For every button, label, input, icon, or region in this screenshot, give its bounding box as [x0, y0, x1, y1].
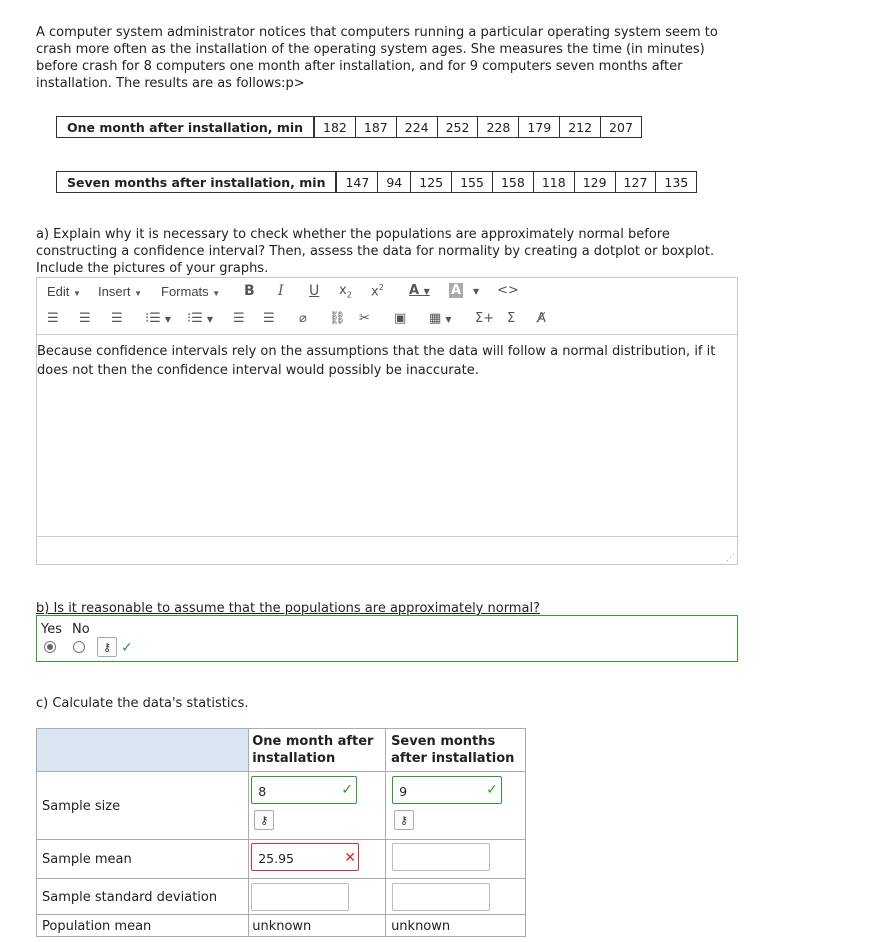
seven-months-value: 127 — [615, 172, 656, 193]
outdent-icon[interactable]: ☰ — [233, 311, 245, 326]
incorrect-x-icon: ✕ — [344, 850, 356, 866]
problem-line-4: installation. The results are as follows:p> — [36, 76, 305, 91]
text-color-icon[interactable]: A ▼ — [409, 283, 430, 298]
sample-size-seven-months-input[interactable]: 9 — [392, 776, 502, 804]
question-c: c) Calculate the data's statistics. — [36, 696, 249, 711]
row-label-population-mean: Population mean — [37, 915, 249, 937]
cell-mean-one-month — [249, 840, 386, 879]
cell-size-seven-months — [386, 772, 526, 840]
question-b-answer-box — [36, 615, 738, 662]
row-label-sample-sd: Sample standard deviation — [37, 879, 249, 915]
bold-icon[interactable]: B — [244, 283, 255, 299]
one-month-header: One month after installation, min — [57, 117, 315, 138]
sample-mean-seven-months-input[interactable] — [392, 843, 490, 871]
correct-check-icon: ✓ — [121, 640, 133, 656]
edit-menu[interactable]: Edit ▼ — [47, 284, 81, 299]
question-a-line-2: constructing a confidence interval? Then, assess the data for normality by creating a dotplot or boxplot. — [36, 244, 715, 259]
superscript-icon[interactable]: $x^2$ — [371, 283, 384, 300]
problem-line-2: crash more often as the installation of the operating system ages. She measures the time (in minutes) — [36, 42, 705, 57]
seven-months-value: 155 — [452, 172, 493, 193]
table-icon[interactable]: ▦ ▼ — [429, 311, 452, 326]
row-label-sample-mean: Sample mean — [37, 840, 249, 879]
seven-months-value: 118 — [533, 172, 574, 193]
numbered-list-icon[interactable]: ⁝☰ ▼ — [187, 311, 214, 326]
no-radio[interactable] — [73, 641, 85, 653]
one-month-value: 207 — [601, 117, 642, 138]
rich-text-editor — [36, 277, 738, 565]
statistics-table — [36, 728, 526, 937]
align-left-icon[interactable]: ☰ — [47, 311, 59, 326]
seven-months-value: 135 — [656, 172, 697, 193]
resize-handle-icon[interactable]: ⋰ — [726, 553, 735, 563]
background-color-icon[interactable]: A — [451, 283, 462, 298]
one-month-value: 182 — [314, 117, 355, 138]
yes-radio[interactable] — [44, 641, 56, 653]
editor-content[interactable] — [37, 342, 727, 380]
cell-size-one-month — [249, 772, 386, 840]
seven-months-value: 158 — [492, 172, 533, 193]
row-label-sample-size: Sample size — [37, 772, 249, 840]
seven-months-value: 147 — [336, 172, 377, 193]
align-center-icon[interactable]: ☰ — [79, 311, 91, 326]
attachment-icon[interactable]: ⌀ — [299, 311, 307, 326]
sample-sd-seven-months-input[interactable] — [392, 883, 490, 911]
question-a-line-1: a) Explain why it is necessary to check whether the populations are approximately normal before — [36, 227, 670, 242]
italic-icon[interactable]: I — [278, 283, 284, 299]
editor-toolbar — [37, 306, 737, 335]
align-right-icon[interactable]: ☰ — [111, 311, 123, 326]
indent-icon[interactable]: ☰ — [263, 311, 275, 326]
problem-line-1: A computer system administrator notices that computers running a particular operating system seem to — [36, 25, 718, 40]
one-month-value: 179 — [519, 117, 560, 138]
col-header-one-month: One month after installation — [249, 729, 386, 772]
one-month-value: 187 — [355, 117, 396, 138]
sample-size-one-month-input[interactable]: 8 — [251, 776, 357, 804]
bullet-list-icon[interactable]: ⁝☰ ▼ — [145, 311, 172, 326]
cell-sd-one-month — [249, 879, 386, 915]
answer-line-1: Because confidence intervals rely on the assumptions that the data will follow a normal distribution, if it — [37, 344, 716, 359]
background-color-dropdown-icon[interactable]: ▼ — [473, 287, 480, 296]
problem-line-3: before crash for 8 computers one month after installation, and for 9 computers seven months after — [36, 59, 683, 74]
correct-check-icon: ✓ — [486, 782, 498, 798]
no-label: No — [72, 622, 90, 637]
spellcheck-icon[interactable]: A̸ — [537, 311, 546, 326]
question-b: b) Is it reasonable to assume that the populations are approximately normal? — [36, 601, 540, 616]
one-month-value: 224 — [396, 117, 437, 138]
insert-menu[interactable]: Insert ▼ — [98, 284, 143, 299]
stats-corner-cell — [37, 729, 249, 772]
cell-mean-seven-months — [386, 840, 526, 879]
problem-text — [36, 24, 726, 92]
unlink-icon[interactable]: ✂ — [359, 311, 370, 326]
link-icon[interactable]: ⛓ — [329, 311, 346, 326]
yes-label: Yes — [41, 622, 62, 637]
seven-months-table — [56, 171, 697, 193]
seven-months-value: 129 — [574, 172, 615, 193]
one-month-value: 252 — [437, 117, 478, 138]
cell-sd-seven-months — [386, 879, 526, 915]
one-month-table — [56, 116, 642, 138]
underline-icon[interactable]: U — [309, 283, 320, 299]
population-mean-seven-months: unknown — [386, 915, 526, 937]
editor-menubar — [37, 278, 737, 306]
sample-sd-one-month-input[interactable] — [251, 883, 349, 911]
answer-line-2: does not then the confidence interval would possibly be inaccurate. — [37, 363, 479, 378]
population-mean-one-month: unknown — [249, 915, 386, 937]
seven-months-header: Seven months after installation, min — [57, 172, 337, 193]
key-icon[interactable]: ⚷ — [254, 810, 274, 830]
sample-mean-one-month-input[interactable]: 25.95 — [251, 843, 359, 871]
question-a-line-3: Include the pictures of your graphs. — [36, 261, 269, 276]
col-header-seven-months: Seven months after installation — [386, 729, 526, 772]
image-icon[interactable]: ▣ — [394, 311, 407, 326]
key-icon[interactable]: ⚷ — [394, 810, 414, 830]
editor-statusbar — [37, 536, 737, 564]
formats-menu[interactable]: Formats ▼ — [161, 284, 221, 299]
source-code-icon[interactable]: <> — [497, 283, 519, 298]
question-a — [36, 226, 736, 277]
one-month-value: 212 — [560, 117, 601, 138]
seven-months-value: 94 — [378, 172, 411, 193]
sigma-icon[interactable]: Σ — [507, 311, 516, 326]
correct-check-icon: ✓ — [341, 782, 353, 798]
seven-months-value: 125 — [411, 172, 452, 193]
key-icon[interactable]: ⚷ — [97, 637, 117, 657]
one-month-value: 228 — [478, 117, 519, 138]
equation-icon[interactable]: Σ+ — [475, 311, 495, 326]
subscript-icon[interactable]: $x_2$ — [339, 283, 352, 300]
